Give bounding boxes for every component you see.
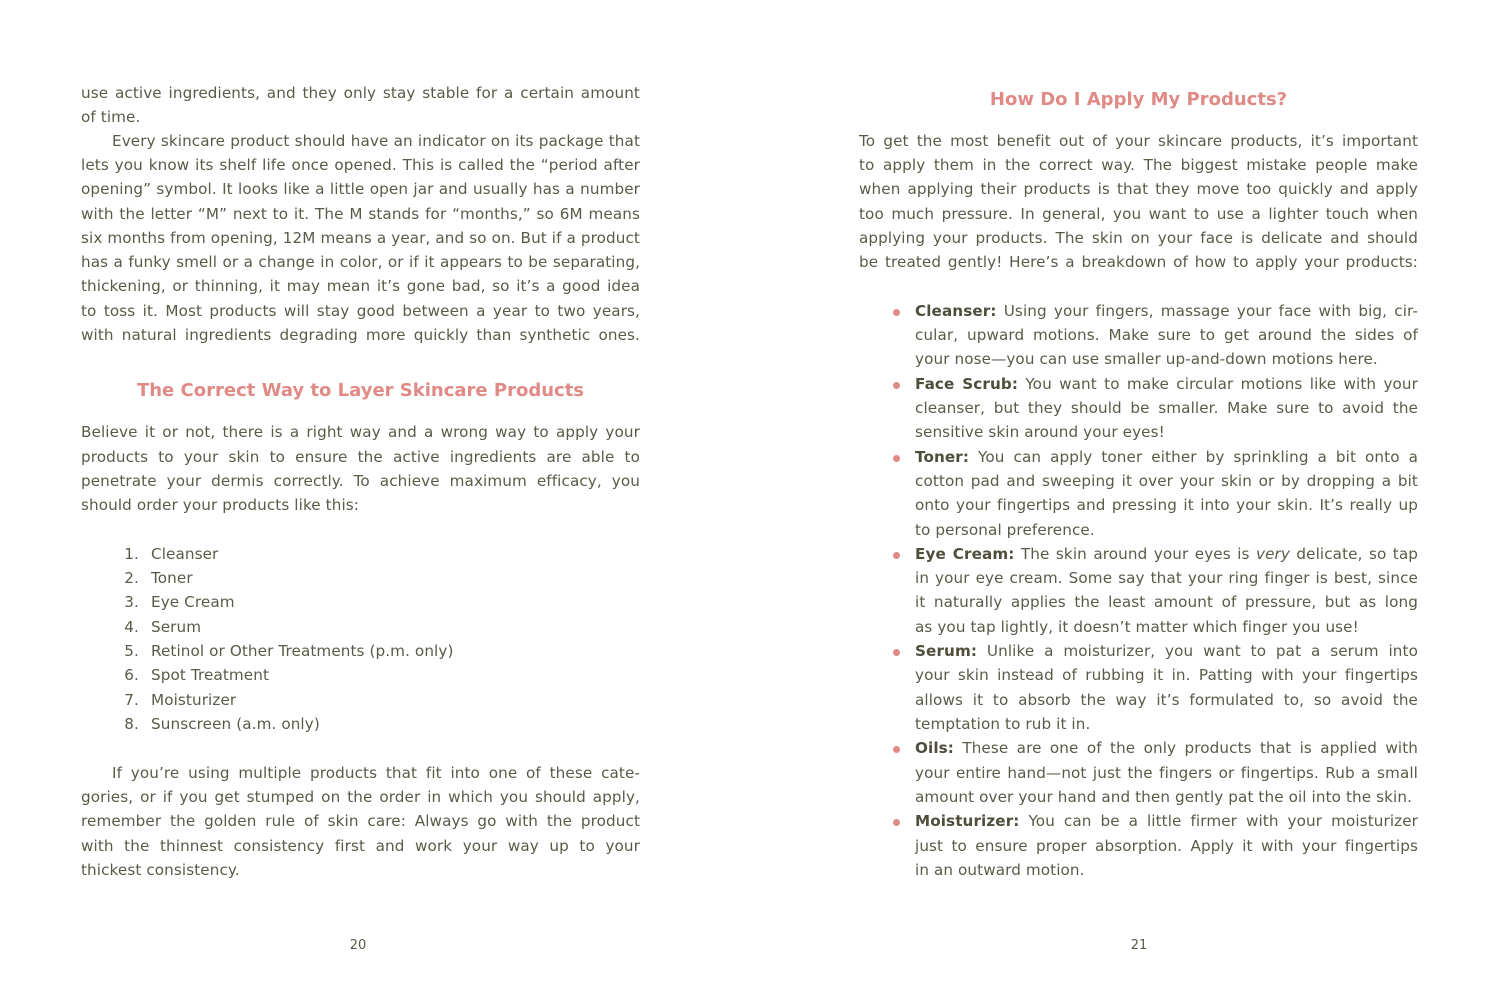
list-item <box>81 639 640 663</box>
list-text: Retinol or Other Treatments (p.m. only) <box>151 642 454 660</box>
text-line: should order your products like this: <box>81 496 359 514</box>
text-line: sensitive skin around your eyes! <box>915 423 1165 441</box>
list-item <box>81 542 640 566</box>
list-number: 5. <box>124 642 139 660</box>
text-line: cotton pad and sweeping it over your skin or by dropping a bit <box>915 472 1418 490</box>
text-line <box>915 372 1418 396</box>
bullet-dot-icon <box>893 455 900 462</box>
list-text: Moisturizer <box>151 691 237 709</box>
text-line: Every skincare product should have an indicator on its package that <box>112 132 640 150</box>
bullet-term: Toner: <box>915 448 970 466</box>
bullet-term: Cleanser: <box>915 302 997 320</box>
text-line <box>915 299 1418 323</box>
list-number: 7. <box>124 691 139 709</box>
list-number: 2. <box>124 569 139 587</box>
list-number: 6. <box>124 666 139 684</box>
text-line: of time. <box>81 108 141 126</box>
text-line: your entire hand—not just the fingers or fingertips. Rub a small <box>915 764 1418 782</box>
bullet-text: The skin around your eyes is <box>1020 545 1256 563</box>
bullet-dot-icon <box>893 382 900 389</box>
list-text: Spot Treatment <box>151 666 270 684</box>
list-text: Sunscreen (a.m. only) <box>151 715 320 733</box>
text-line: lets you know its shelf life once opened. This is called the “period after <box>81 156 640 174</box>
bullet-dot-icon <box>893 649 900 656</box>
text-line: cleanser, but they should be smaller. Make sure to avoid the <box>915 399 1418 417</box>
list-number: 8. <box>124 715 139 733</box>
bullet-text: Unlike a moisturizer, you want to pat a serum into <box>986 642 1418 660</box>
bullet-dot-icon <box>893 746 900 753</box>
text-line: thickest consistency. <box>81 861 240 879</box>
list-item <box>81 615 640 639</box>
text-line: remember the golden rule of skin care: Always go with the product <box>81 812 640 830</box>
text-line: six months from opening, 12M means a year, and so on. But if a product <box>81 229 640 247</box>
list-text: Serum <box>151 618 202 636</box>
text-line: it naturally applies the least amount of pressure, but as long <box>915 593 1418 611</box>
text-line: to apply them in the correct way. The biggest mistake people make <box>859 156 1418 174</box>
text-line: allows it to absorb the way it’s formulated to, so avoid the <box>915 691 1418 709</box>
text-line <box>915 809 1418 833</box>
text-line: amount over your hand and then gently pat the oil into the skin. <box>915 788 1412 806</box>
list-number: 1. <box>124 545 139 563</box>
text-line: with natural ingredients degrading more quickly than synthetic ones. <box>81 326 640 344</box>
bullet-dot-icon <box>893 819 900 826</box>
bullet-text: delicate, so tap <box>1289 545 1419 563</box>
text-line <box>915 542 1418 566</box>
text-line: If you’re using multiple products that fit into one of these cate- <box>112 764 640 782</box>
text-line: opening” symbol. It looks like a little open jar and usually has a number <box>81 180 640 198</box>
text-line: as you tap lightly, it doesn’t matter which finger you use! <box>915 618 1359 636</box>
text-line: to personal preference. <box>915 521 1095 539</box>
bullet-text: These are one of the only products that is applied with <box>962 739 1418 757</box>
bullet-term: Moisturizer: <box>915 812 1020 830</box>
text-line: products to your skin to ensure the active ingredients are able to <box>81 448 640 466</box>
bullet-dot-icon <box>893 552 900 559</box>
list-item <box>81 566 640 590</box>
bullet-text: You can be a little firmer with your moisturizer <box>1028 812 1419 830</box>
text-line: with the letter “M” next to it. The M stands for “months,” so 6M means <box>81 205 640 223</box>
page-number: 21 <box>1130 938 1148 953</box>
text-line <box>915 445 1418 469</box>
list-item <box>81 663 640 687</box>
text-line: when applying their products is that they move too quickly and apply <box>859 180 1418 198</box>
page-number: 20 <box>349 938 367 953</box>
text-line: to toss it. Most products will stay good between a year to two years, <box>81 302 640 320</box>
bullet-term: Serum: <box>915 642 978 660</box>
bullet-term: Face Scrub: <box>915 375 1018 393</box>
list-item <box>81 712 640 736</box>
text-line: onto your fingertips and pressing it into your skin. It’s really up <box>915 496 1418 514</box>
text-line: penetrate your dermis correctly. To achieve maximum efficacy, you <box>81 472 640 490</box>
list-number: 3. <box>124 593 139 611</box>
section-heading: The Correct Way to Layer Skincare Products <box>136 380 585 401</box>
text-line: gories, or if you get stumped on the order in which you should apply, <box>81 788 640 806</box>
bullet-text: Using your fingers, massage your face with big, cir- <box>1003 302 1418 320</box>
text-line: too much pressure. In general, you want to use a lighter touch when <box>859 205 1418 223</box>
emphasis-text: very <box>1255 545 1290 563</box>
text-line: To get the most benefit out of your skincare products, it’s important <box>859 132 1418 150</box>
text-line: your nose—you can use smaller up-and-down motions here. <box>915 350 1378 368</box>
section-heading: How Do I Apply My Products? <box>989 89 1288 110</box>
list-item <box>81 688 640 712</box>
bullet-term: Eye Cream: <box>915 545 1015 563</box>
list-text: Eye Cream <box>151 593 235 611</box>
text-line: with the thinnest consistency first and work your way up to your <box>81 837 640 855</box>
bullet-term: Oils: <box>915 739 954 757</box>
text-line: your skin instead of rubbing it in. Patting with your fingertips <box>915 666 1418 684</box>
text-line: applying your products. The skin on your face is delicate and should <box>859 229 1418 247</box>
text-line: has a funky smell or a change in color, or if it appears to be separating, <box>81 253 640 271</box>
text-line: in your eye cream. Some say that your ring finger is best, since <box>915 569 1418 587</box>
bullet-dot-icon <box>893 309 900 316</box>
text-line <box>915 736 1418 760</box>
text-line: Believe it or not, there is a right way and a wrong way to apply your <box>81 423 640 441</box>
text-line: use active ingredients, and they only stay stable for a certain amount <box>81 84 640 102</box>
text-line: just to ensure proper absorption. Apply it with your fingertips <box>915 837 1418 855</box>
text-line <box>915 639 1418 663</box>
list-item <box>81 590 640 614</box>
list-number: 4. <box>124 618 139 636</box>
text-line: thickening, or thinning, it may mean it’s gone bad, so it’s a good idea <box>81 277 640 295</box>
bullet-text: You can apply toner either by sprinkling a bit onto a <box>978 448 1418 466</box>
list-text: Toner <box>151 569 193 587</box>
list-text: Cleanser <box>151 545 219 563</box>
bullet-text: You want to make circular motions like with your <box>1025 375 1418 393</box>
text-line: cular, upward motions. Make sure to get around the sides of <box>915 326 1418 344</box>
text-line: in an outward motion. <box>915 861 1085 879</box>
text-line: be treated gently! Here’s a breakdown of how to apply your products: <box>859 253 1418 271</box>
text-line: temptation to rub it in. <box>915 715 1091 733</box>
